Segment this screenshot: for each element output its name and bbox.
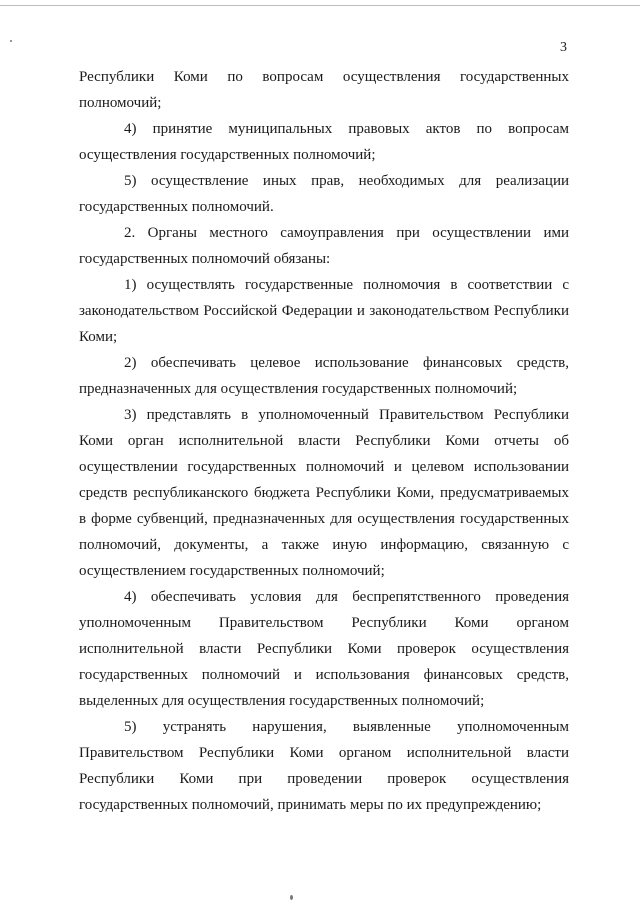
scan-speck (10, 40, 12, 42)
page-number: 3 (560, 40, 567, 55)
paragraph-duty-1: 1) осуществлять государственные полномочия в соответствии с законодательством Российской Федерации и законодательством Республики Коми; (79, 277, 569, 345)
scan-speck (290, 895, 293, 900)
paragraph-duty-3: 3) представлять в уполномоченный Правительством Республики Коми орган исполнительной власти Республики Коми отчеты об осуществлении государственных полномочий и целевом использовании средств республиканского бюджета Республики Коми, предусматриваемых в форме субвенций, предназначенных для осуществления государственных полномочий, документы, а также иную информацию, связанную с осуществлением государственных полномочий; (79, 407, 569, 579)
paragraph-duty-4: 4) обеспечивать условия для беспрепятственного проведения уполномоченным Правительством Республики Коми органом исполнительной власти Республики Коми проверок осуществления государственных полномочий и использования финансовых средств, выделенных для осуществления государственных полномочий; (79, 589, 569, 709)
paragraph-section-2: 2. Органы местного самоуправления при осуществлении ими государственных полномочий обязаны: (79, 225, 569, 267)
paragraph-item-4: 4) принятие муниципальных правовых актов по вопросам осуществления государственных полномочий; (79, 121, 569, 163)
paragraph-item-5: 5) осуществление иных прав, необходимых для реализации государственных полномочий. (79, 173, 569, 215)
paragraph-duty-5: 5) устранять нарушения, выявленные уполномоченным Правительством Республики Коми органом исполнительной власти Республики Коми при проведении проверок осуществления государственных полномочий, принимать меры по их предупреждению; (79, 719, 569, 813)
paragraph-continuation: Республики Коми по вопросам осуществления государственных полномочий; (79, 69, 569, 111)
paragraph-duty-2: 2) обеспечивать целевое использование финансовых средств, предназначенных для осуществления государственных полномочий; (79, 355, 569, 397)
document-body (79, 64, 569, 818)
scan-edge-line (0, 5, 640, 6)
